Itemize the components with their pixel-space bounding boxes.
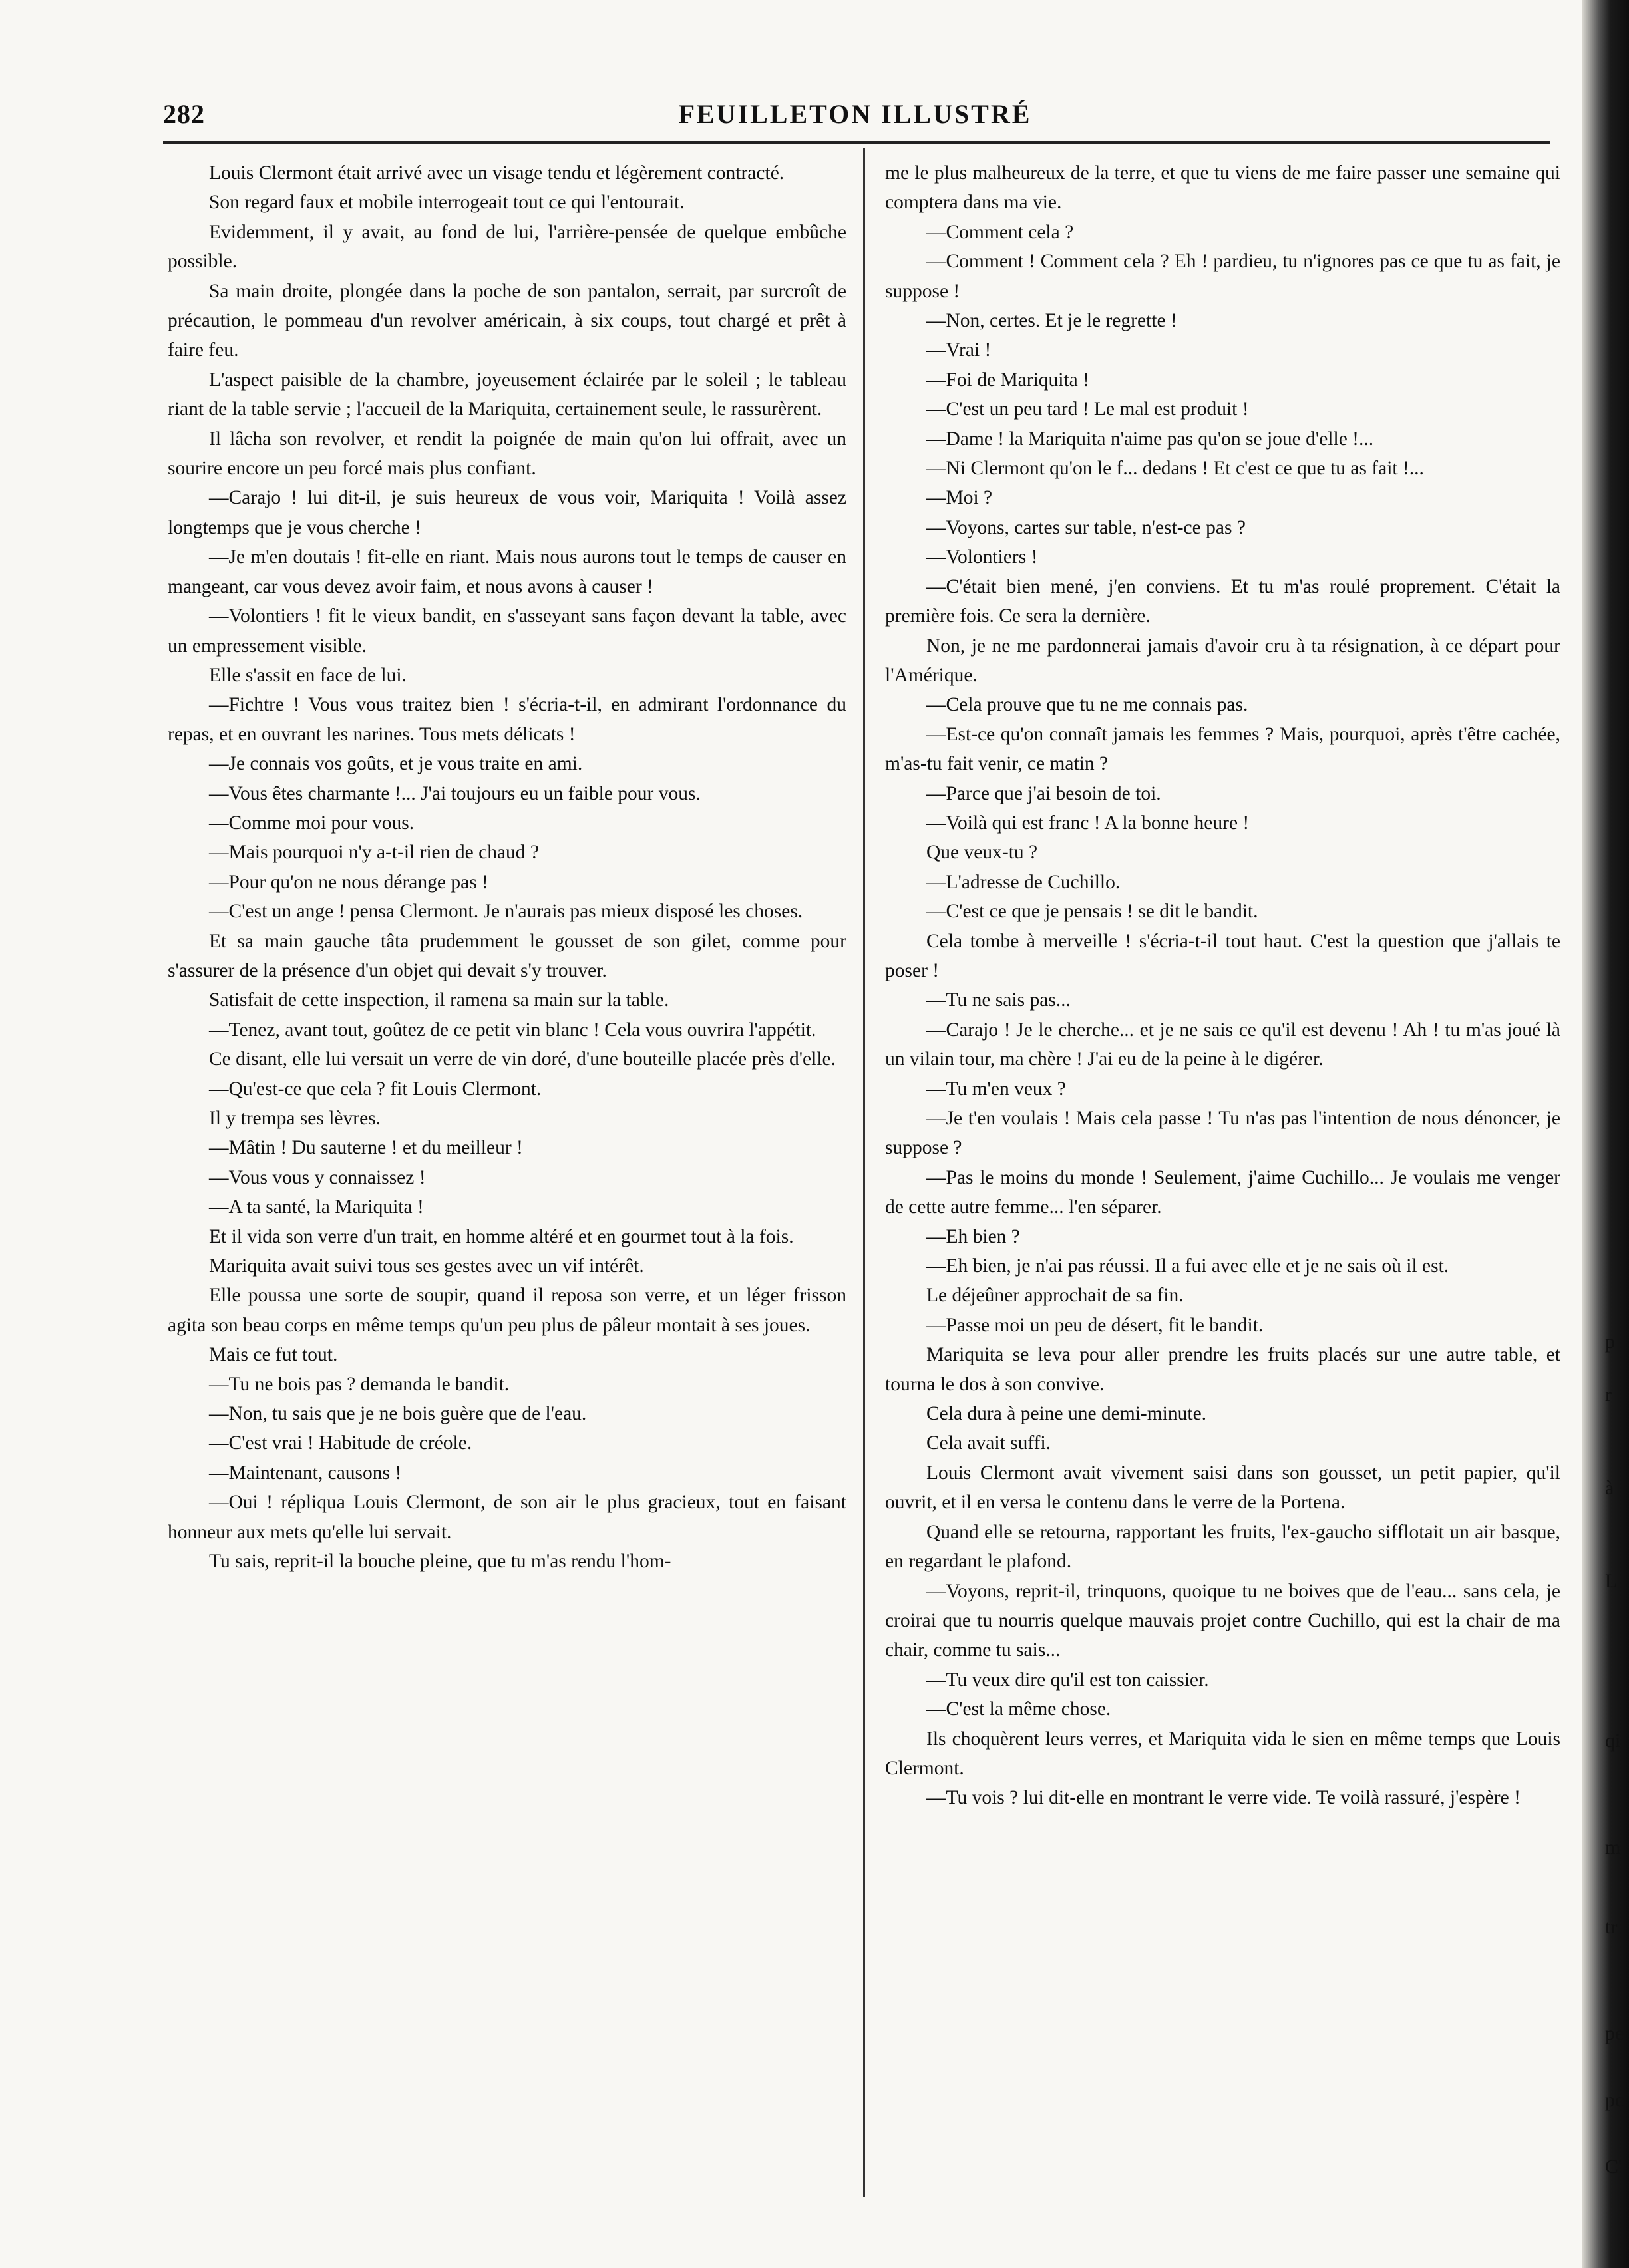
paragraph: —Eh bien ? [926, 1225, 1020, 1247]
paragraph: —Eh bien, je n'ai pas réussi. Il a fui avec elle et je ne sais où il est. [926, 1255, 1449, 1277]
column-divider [863, 148, 865, 2197]
paragraph: —Volontiers ! [926, 546, 1038, 568]
paragraph: —C'est ce que je pensais ! se dit le bandit. [926, 901, 1258, 923]
paragraph: —A ta santé, la Mariquita ! [209, 1196, 424, 1218]
margin-fragment: L [1605, 1570, 1618, 1592]
paragraph: —Vrai ! [926, 339, 992, 361]
paragraph: —Voyons, reprit-il, trinquons, quoique tu ne boives que de l'eau... sans cela, je croirai que tu nourris quelque mauvais projet contre Cuchillo, qui est la chair de ma chair, comme tu sais... [885, 1580, 1560, 1661]
margin-fragment: p [1605, 1331, 1615, 1353]
paragraph: —Comme moi pour vous. [209, 812, 415, 834]
paragraph: —Mais pourquoi n'y a-t-il rien de chaud ? [209, 842, 540, 864]
paragraph: —Non, certes. Et je le regrette ! [926, 310, 1177, 332]
paragraph: —C'est un ange ! pensa Clermont. Je n'aurais pas mieux disposé les choses. [209, 901, 803, 923]
paragraph: Cela dura à peine une demi-minute. [926, 1403, 1207, 1425]
margin-fragment: m [1605, 1836, 1621, 1858]
paragraph: —C'était bien mené, j'en conviens. Et tu m'as roulé proprement. C'était la première fois. Ce sera la dernière. [885, 575, 1560, 627]
paragraph: Ce disant, elle lui versait un verre de vin doré, d'une bouteille placée près d'elle. [209, 1049, 836, 1070]
paragraph: —L'adresse de Cuchillo. [926, 871, 1121, 893]
paragraph: Non, je ne me pardonnerai jamais d'avoir cru à ta résignation, à ce départ pour l'Amérique. [885, 635, 1560, 686]
paragraph: Tu sais, reprit-il la bouche pleine, que tu m'as rendu l'hom- [209, 1551, 671, 1573]
paragraph-continuation: me le plus malheureux de la terre, et que tu viens de me faire passer une semaine qui comptera dans ma vie. [885, 162, 1560, 214]
header-rule [163, 141, 1550, 144]
paragraph: —Carajo ! lui dit-il, je suis heureux de vous voir, Mariquita ! Voilà assez longtemps que je vous cherche ! [168, 487, 846, 538]
paragraph: —Non, tu sais que je ne bois guère que de l'eau. [209, 1403, 587, 1425]
paragraph: —C'est la même chose. [926, 1699, 1111, 1720]
paragraph: —Ni Clermont qu'on le f... dedans ! Et c'est ce que tu as fait !... [926, 458, 1424, 480]
paragraph: Mariquita avait suivi tous ses gestes avec un vif intérêt. [209, 1255, 644, 1277]
paragraph: Son regard faux et mobile interrogeait tout ce qui l'entourait. [209, 192, 685, 214]
running-title: FEUILLETON ILLUSTRÉ [678, 99, 1032, 129]
paragraph: —Carajo ! Je le cherche... et je ne sais ce qu'il est devenu ! Ah ! tu m'as joué là un vilain tour, ma chère ! J'ai eu de la peine à le digérer. [885, 1019, 1560, 1070]
margin-fragment: pc [1605, 2089, 1624, 2111]
paragraph: —Mâtin ! Du sauterne ! et du meilleur ! [209, 1137, 523, 1159]
paragraph: —Dame ! la Mariquita n'aime pas qu'on se joue d'elle !... [926, 428, 1374, 450]
paragraph: Elle s'assit en face de lui. [209, 664, 407, 686]
paragraph: Ils choquèrent leurs verres, et Mariquita vida le sien en même temps que Louis Clermont. [885, 1728, 1560, 1779]
paragraph: —Tu ne bois pas ? demanda le bandit. [209, 1373, 510, 1395]
margin-fragment: qi [1605, 1730, 1621, 1752]
paragraph: —C'est vrai ! Habitude de créole. [209, 1432, 472, 1454]
paragraph: —Tu veux dire qu'il est ton caissier. [926, 1669, 1209, 1691]
paragraph: —Tu ne sais pas... [926, 989, 1071, 1011]
paragraph: Evidemment, il y avait, au fond de lui, l'arrière-pensée de quelque embûche possible. [168, 221, 846, 273]
paragraph: —Parce que j'ai besoin de toi. [926, 782, 1161, 804]
paragraph: —Vous êtes charmante !... J'ai toujours eu un faible pour vous. [209, 782, 701, 804]
paragraph: Il y trempa ses lèvres. [209, 1108, 381, 1129]
left-column [168, 158, 846, 1577]
margin-fragment: C' [1605, 2156, 1622, 2178]
right-column [885, 158, 1560, 1813]
paragraph: Louis Clermont avait vivement saisi dans son gousset, un petit papier, qu'il ouvrit, et il en versa le contenu dans le verre de la Portena. [885, 1462, 1560, 1514]
paragraph: —Foi de Mariquita ! [926, 369, 1089, 391]
margin-fragment: à [1605, 1477, 1614, 1499]
paragraph: Satisfait de cette inspection, il ramena sa main sur la table. [209, 989, 669, 1011]
paragraph: —Tu vois ? lui dit-elle en montrant le verre vide. Te voilà rassuré, j'espère ! [926, 1787, 1521, 1809]
paragraph: Et sa main gauche tâta prudemment le gousset de son gilet, comme pour s'assurer de la présence d'un objet qui devait s'y trouver. [168, 930, 846, 981]
paragraph: Cela tombe à merveille ! s'écria-t-il tout haut. C'est la question que j'allais te poser ! [885, 930, 1560, 981]
paragraph: —Volontiers ! fit le vieux bandit, en s'asseyant sans façon devant la table, avec un empressement visible. [168, 605, 846, 657]
margin-fragment: pe [1605, 2023, 1624, 2044]
paragraph: Le déjeûner approchait de sa fin. [926, 1285, 1184, 1307]
paragraph: —Est-ce qu'on connaît jamais les femmes ? Mais, pourquoi, après t'être cachée, m'as-tu fait venir, ce matin ? [885, 723, 1560, 775]
page-header [163, 98, 1547, 138]
paragraph: —Tu m'en veux ? [926, 1078, 1066, 1100]
paragraph: —Passe moi un peu de désert, fit le bandit. [926, 1314, 1264, 1336]
paragraph: —Je m'en doutais ! fit-elle en riant. Mais nous aurons tout le temps de causer en mangeant, car vous devez avoir faim, et nous avons à causer ! [168, 546, 846, 597]
margin-fragment: r [1605, 1384, 1612, 1406]
paragraph: Il lâcha son revolver, et rendit la poignée de main qu'on lui offrait, avec un sourire encore un peu forcé mais plus confiant. [168, 428, 846, 480]
paragraph: Que veux-tu ? [926, 842, 1038, 864]
paragraph: —C'est un peu tard ! Le mal est produit ! [926, 399, 1249, 420]
paragraph: —Moi ? [926, 487, 993, 509]
paragraph: —Vous vous y connaissez ! [209, 1166, 426, 1188]
paragraph: —Pas le moins du monde ! Seulement, j'aime Cuchillo... Je voulais me venger de cette autre femme... l'en séparer. [885, 1166, 1560, 1218]
paragraph: —Fichtre ! Vous vous traitez bien ! s'écria-t-il, en admirant l'ordonnance du repas, et en ouvrant les narines. Tous mets délicats ! [168, 694, 846, 745]
paragraph: —Comment cela ? [926, 221, 1074, 243]
margin-fragment: tr [1605, 1916, 1618, 1938]
paragraph: Mais ce fut tout. [209, 1344, 338, 1366]
paragraph: —Cela prouve que tu ne me connais pas. [926, 694, 1248, 716]
paragraph: L'aspect paisible de la chambre, joyeusement éclairée par le soleil ; le tableau riant de la table servie ; l'accueil de la Mariquita, certainement seule, le rassurèrent. [168, 369, 846, 420]
paragraph: Mariquita se leva pour aller prendre les fruits placés sur une autre table, et tourna le dos à son convive. [885, 1344, 1560, 1395]
paragraph: —Je t'en voulais ! Mais cela passe ! Tu n'as pas l'intention de nous dénoncer, je suppose ? [885, 1108, 1560, 1159]
paragraph: Louis Clermont était arrivé avec un visage tendu et légèrement contracté. [209, 162, 785, 184]
paragraph: Et il vida son verre d'un trait, en homme altéré et en gourmet tout à la fois. [209, 1225, 794, 1247]
paragraph: —Voyons, cartes sur table, n'est-ce pas ? [926, 516, 1246, 538]
page-number: 282 [163, 99, 205, 129]
paragraph: —Maintenant, causons ! [209, 1462, 402, 1484]
paragraph: —Pour qu'on ne nous dérange pas ! [209, 871, 488, 893]
paragraph: —Comment ! Comment cela ? Eh ! pardieu, tu n'ignores pas ce que tu as fait, je suppose ! [885, 251, 1560, 302]
paragraph: Elle poussa une sorte de soupir, quand il reposa son verre, et un léger frisson agita son beau corps en même temps qu'un peu plus de pâleur montait à ses joues. [168, 1285, 846, 1336]
paragraph: Quand elle se retourna, rapportant les fruits, l'ex-gaucho sifflotait un air basque, en regardant le plafond. [885, 1521, 1560, 1573]
paragraph: —Qu'est-ce que cela ? fit Louis Clermont. [209, 1078, 542, 1100]
paragraph: —Voilà qui est franc ! A la bonne heure ! [926, 812, 1250, 834]
paragraph: Cela avait suffi. [926, 1432, 1051, 1454]
paragraph: Sa main droite, plongée dans la poche de son pantalon, serrait, par surcroît de précaution, le pommeau d'un revolver américain, à six coups, tout chargé et prêt à faire feu. [168, 280, 846, 361]
paragraph: —Tenez, avant tout, goûtez de ce petit vin blanc ! Cela vous ouvrira l'appétit. [209, 1019, 816, 1041]
paragraph: —Oui ! répliqua Louis Clermont, de son air le plus gracieux, tout en faisant honneur aux mets qu'elle lui servait. [168, 1492, 846, 1543]
paragraph: —Je connais vos goûts, et je vous traite en ami. [209, 753, 583, 775]
